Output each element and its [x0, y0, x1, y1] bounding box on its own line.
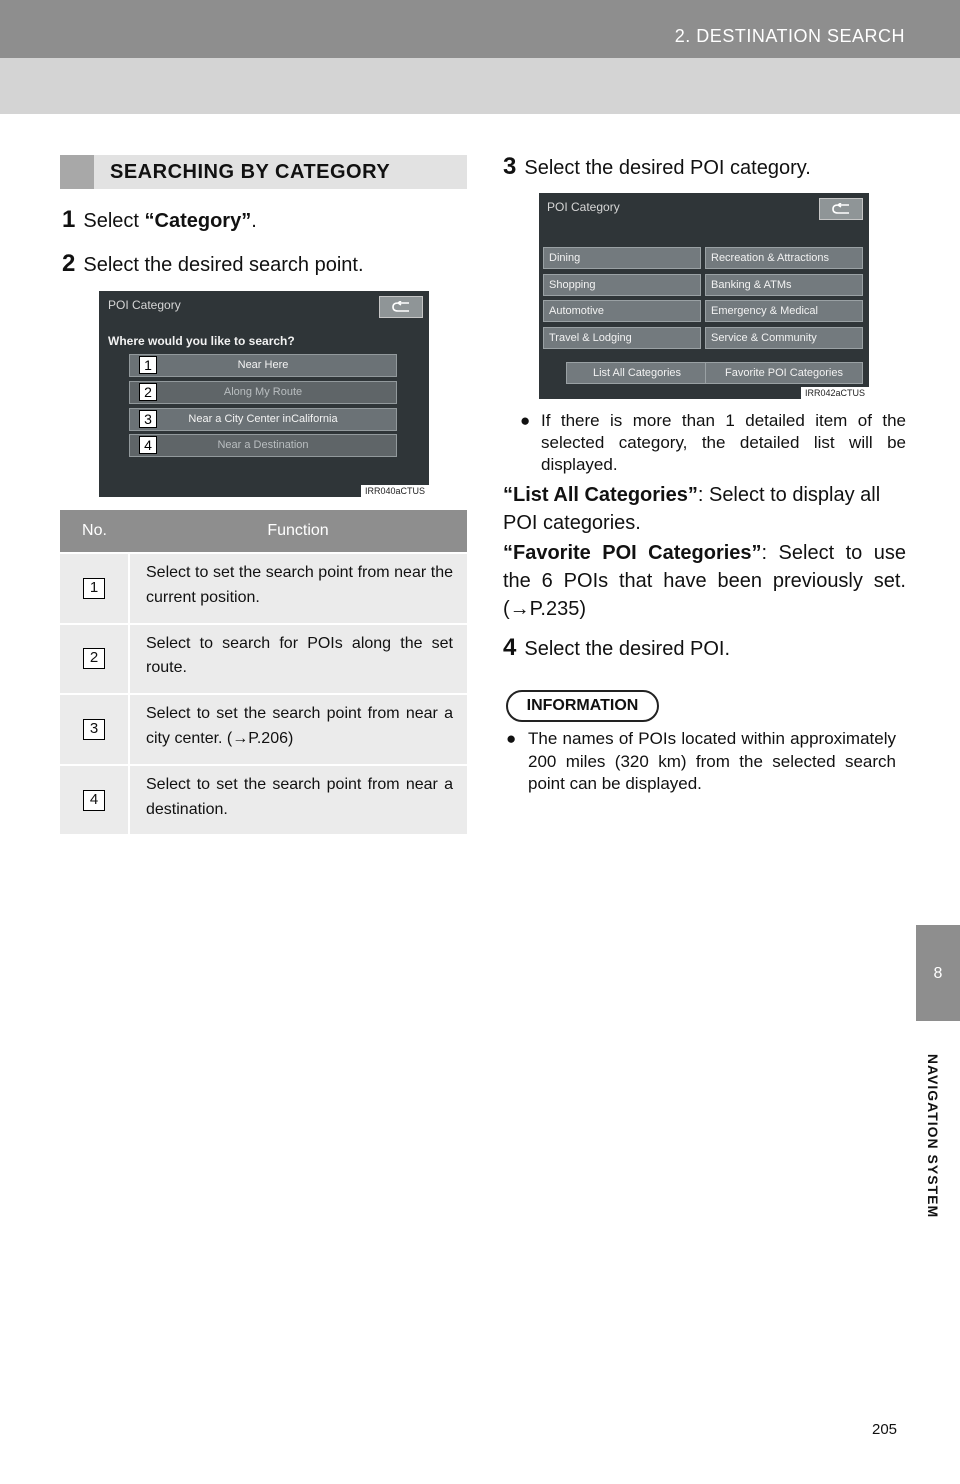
bullet-text: If there is more than 1 detailed item of the selected category, the detailed list will be displayed.: [541, 411, 906, 474]
row-number: 1: [83, 578, 105, 599]
bullet-icon: ●: [520, 411, 531, 430]
table-cell-function: Select to search for POIs along the set route.: [129, 624, 467, 695]
step-3: [503, 153, 811, 181]
section-heading-text: SEARCHING BY CATEGORY: [110, 161, 391, 183]
callout-number: 2: [139, 383, 157, 401]
favorite-description: [503, 539, 906, 623]
screenshot-poi-category: [539, 193, 869, 399]
step-number: 4: [503, 634, 517, 661]
category-shopping-button[interactable]: Shopping: [543, 274, 701, 296]
near-here-button[interactable]: Near Here: [129, 354, 397, 377]
term-label: “List All Categories”: [503, 484, 698, 506]
along-my-route-button[interactable]: Along My Route: [129, 381, 397, 404]
row-number: 2: [83, 648, 105, 669]
step-number: 1: [62, 206, 76, 233]
category-dining-button[interactable]: Dining: [543, 247, 701, 269]
table-cell-no: [60, 694, 129, 765]
back-button[interactable]: [819, 198, 863, 220]
category-recreation-button[interactable]: Recreation & Attractions: [705, 247, 863, 269]
near-destination-button[interactable]: Near a Destination: [129, 434, 397, 457]
table-header-no: No.: [60, 510, 129, 553]
category-emergency-button[interactable]: Emergency & Medical: [705, 300, 863, 322]
information-badge: INFORMATION: [506, 690, 659, 722]
page-header-bar: [0, 0, 960, 58]
bullet-icon: ●: [506, 729, 517, 748]
category-banking-button[interactable]: Banking & ATMs: [705, 274, 863, 296]
section-heading: [60, 155, 467, 189]
screen-prompt: Where would you like to search?: [108, 334, 295, 348]
step-keyword: “Category”: [144, 210, 252, 232]
screen-title: POI Category: [547, 200, 620, 214]
step-text: Select the desired search point.: [83, 254, 364, 276]
callout-number: 1: [139, 356, 157, 374]
row-number: 3: [83, 719, 105, 740]
table-cell-no: [60, 624, 129, 695]
callout-number: 4: [139, 436, 157, 454]
step-text: .: [251, 210, 257, 232]
term-description: : Select to use the 6 POIs that have been previously set.(→P.235): [503, 542, 906, 620]
category-service-button[interactable]: Service & Community: [705, 327, 863, 349]
row-number: 4: [83, 790, 105, 811]
table-cell-function: Select to set the search point from near a destination.: [129, 765, 467, 835]
table-row: [60, 553, 467, 624]
table-row: [60, 765, 467, 835]
table-cell-no: [60, 553, 129, 624]
page-header-band: [0, 58, 960, 114]
step-text: Select the desired POI.: [524, 638, 731, 660]
table-cell-no: [60, 765, 129, 835]
chapter-tab: [916, 925, 960, 1021]
chapter-label-text: NAVIGATION SYSTEM: [925, 1053, 941, 1218]
step-number: 2: [62, 250, 76, 277]
figure-code: IRR040aCTUS: [361, 485, 429, 497]
favorite-poi-categories-button[interactable]: Favorite POI Categories: [705, 362, 863, 384]
information-text: The names of POIs located within approximately 200 miles (320 km) from the selected search point can be displayed.: [528, 729, 896, 794]
figure-code: IRR042aCTUS: [801, 387, 869, 399]
chapter-label: [918, 1028, 948, 1243]
table-row: [60, 624, 467, 695]
step-text: Select the desired POI category.: [524, 157, 811, 179]
table-cell-function: Select to set the search point from near the current position.: [129, 553, 467, 624]
back-button[interactable]: [379, 296, 423, 318]
table-row: [60, 694, 467, 765]
step-1: [62, 206, 257, 234]
step-number: 3: [503, 153, 517, 180]
callout-number: 3: [139, 410, 157, 428]
near-city-center-button[interactable]: Near a City Center inCalifornia: [129, 408, 397, 431]
bullet-note: [520, 410, 906, 475]
table-cell-function: Select to set the search point from near a city center. (→P.206): [129, 694, 467, 765]
chapter-number: 8: [933, 965, 943, 982]
screenshot-search-point: [99, 291, 429, 497]
table-header-row: [60, 510, 467, 553]
page-header-title: 2. DESTINATION SEARCH: [674, 26, 905, 46]
page-number: 205: [872, 1421, 898, 1438]
function-table: [60, 510, 467, 834]
step-text: Select: [83, 210, 145, 232]
term-description: : Select to display all POI categories.: [503, 484, 881, 534]
back-arrow-icon: [832, 203, 852, 215]
category-automotive-button[interactable]: Automotive: [543, 300, 701, 322]
step-2: [62, 250, 364, 278]
step-4: [503, 634, 730, 662]
list-all-description: [503, 481, 906, 537]
category-travel-button[interactable]: Travel & Lodging: [543, 327, 701, 349]
section-heading-marker: [60, 155, 94, 189]
table-header-function: Function: [129, 510, 467, 553]
information-note: [506, 728, 896, 796]
list-all-categories-button[interactable]: List All Categories: [566, 362, 708, 384]
term-label: “Favorite POI Categories”: [503, 542, 762, 564]
back-arrow-icon: [392, 301, 412, 313]
screen-title: POI Category: [108, 298, 181, 312]
